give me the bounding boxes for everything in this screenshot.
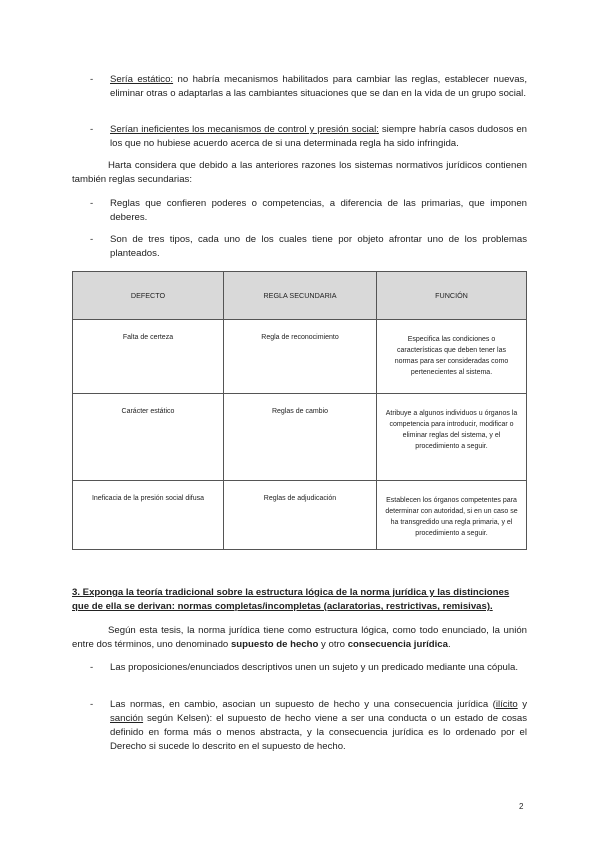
bullet-label: Serían ineficientes los mecanismos de control y presión social: <box>110 124 379 135</box>
list-item <box>90 197 527 225</box>
bullet-dash: - <box>90 699 94 710</box>
bullet-label: Sería estático: <box>110 74 174 85</box>
bullet-text: Son de tres tipos, cada uno de los cuales tiene por objeto afrontar uno de los problemas planteados. <box>110 234 527 259</box>
list-item <box>90 73 527 101</box>
bullet-dash: - <box>90 74 94 85</box>
list-item <box>90 661 527 675</box>
page-number: 2 <box>519 802 524 811</box>
bullet-text: siempre habría casos dudosos en los que no hubiese acuerdo acerca de si una determinada regla ha sido infringida. <box>110 124 528 149</box>
table-cell: Reglas de adjudicación <box>224 481 377 550</box>
bullet-text: no habría mecanismos habilitados para cambiar las reglas, establecer nuevas, eliminar otras o adaptarlas a las cambiantes situaciones que se dan en la vida de un grupo social. <box>110 74 528 99</box>
text-run: Según esta tesis, la norma jurídica tiene como estructura lógica, como todo enunciado, la unión entre dos términos, uno denominado <box>72 625 527 650</box>
table-header-row <box>73 272 527 320</box>
bullet-text: Reglas que confieren poderes o competencias, a diferencia de las primarias, que imponen deberes. <box>110 198 527 223</box>
list-item <box>90 123 527 151</box>
term-supuesto-de-hecho: supuesto de hecho <box>230 639 319 650</box>
column-header-defecto: DEFECTO <box>73 272 224 320</box>
term-sancion: sanción <box>110 713 144 724</box>
text-run: . <box>447 639 451 650</box>
bullet-text: Las proposiciones/enunciados descriptivos unen un sujeto y un predicado mediante una cópula. <box>110 662 519 673</box>
bullet-dash: - <box>90 662 94 673</box>
text-run: según Kelsen): el supuesto de hecho viene a ser una conducta o un estado de cosas definido en forma más o menos abstracta, y la consecuencia jurídica es lo ordenado por el Derecho si sucede lo descrito en el supuesto de hecho. <box>110 713 527 752</box>
table-cell: Especifica las condiciones o características que deben tener las normas para ser consideradas como pertenecientes al sistema. <box>377 320 527 394</box>
table-row <box>73 481 527 550</box>
secondary-rules-table <box>72 271 527 550</box>
bullet-dash: - <box>90 124 94 135</box>
section-3-heading: 3. Exponga la teoría tradicional sobre la estructura lógica de la norma jurídica y las distinciones que de ella se derivan: normas completas/incompletas (aclaratorias, restrictivas, remisivas). <box>72 587 510 612</box>
table-cell: Falta de certeza <box>73 320 224 394</box>
table-cell: Reglas de cambio <box>224 394 377 481</box>
column-header-regla: REGLA SECUNDARIA <box>224 272 377 320</box>
term-consecuencia-juridica: consecuencia jurídica <box>347 639 448 650</box>
text-run: y otro <box>318 639 348 650</box>
table-row <box>73 320 527 394</box>
table-cell: Establecen los órganos competentes para determinar con autoridad, si en un caso se ha transgredido una regla primaria, y el procedimiento a seguir. <box>377 481 527 550</box>
list-item <box>90 233 527 261</box>
text-run: Las normas, en cambio, asocian un supuesto de hecho y una consecuencia jurídica ( <box>110 699 496 710</box>
list-item <box>90 698 527 754</box>
text-run: y <box>517 699 527 710</box>
table-cell: Ineficacia de la presión social difusa <box>73 481 224 550</box>
table-cell: Carácter estático <box>73 394 224 481</box>
table-cell: Regla de reconocimiento <box>224 320 377 394</box>
term-ilicito: ilícito <box>495 699 518 710</box>
table-cell: Atribuye a algunos individuos u órganos la competencia para introducir, modificar o eliminar reglas del sistema, y el procedimiento a seguir. <box>377 394 527 481</box>
paragraph-hart: Harta considera que debido a las anteriores razones los sistemas normativos jurídicos contienen también reglas secundarias: <box>72 160 527 185</box>
bullet-dash: - <box>90 198 94 209</box>
paragraph-tesis <box>72 624 527 652</box>
bullet-dash: - <box>90 234 94 245</box>
column-header-funcion: FUNCIÓN <box>377 272 527 320</box>
table-row <box>73 394 527 481</box>
